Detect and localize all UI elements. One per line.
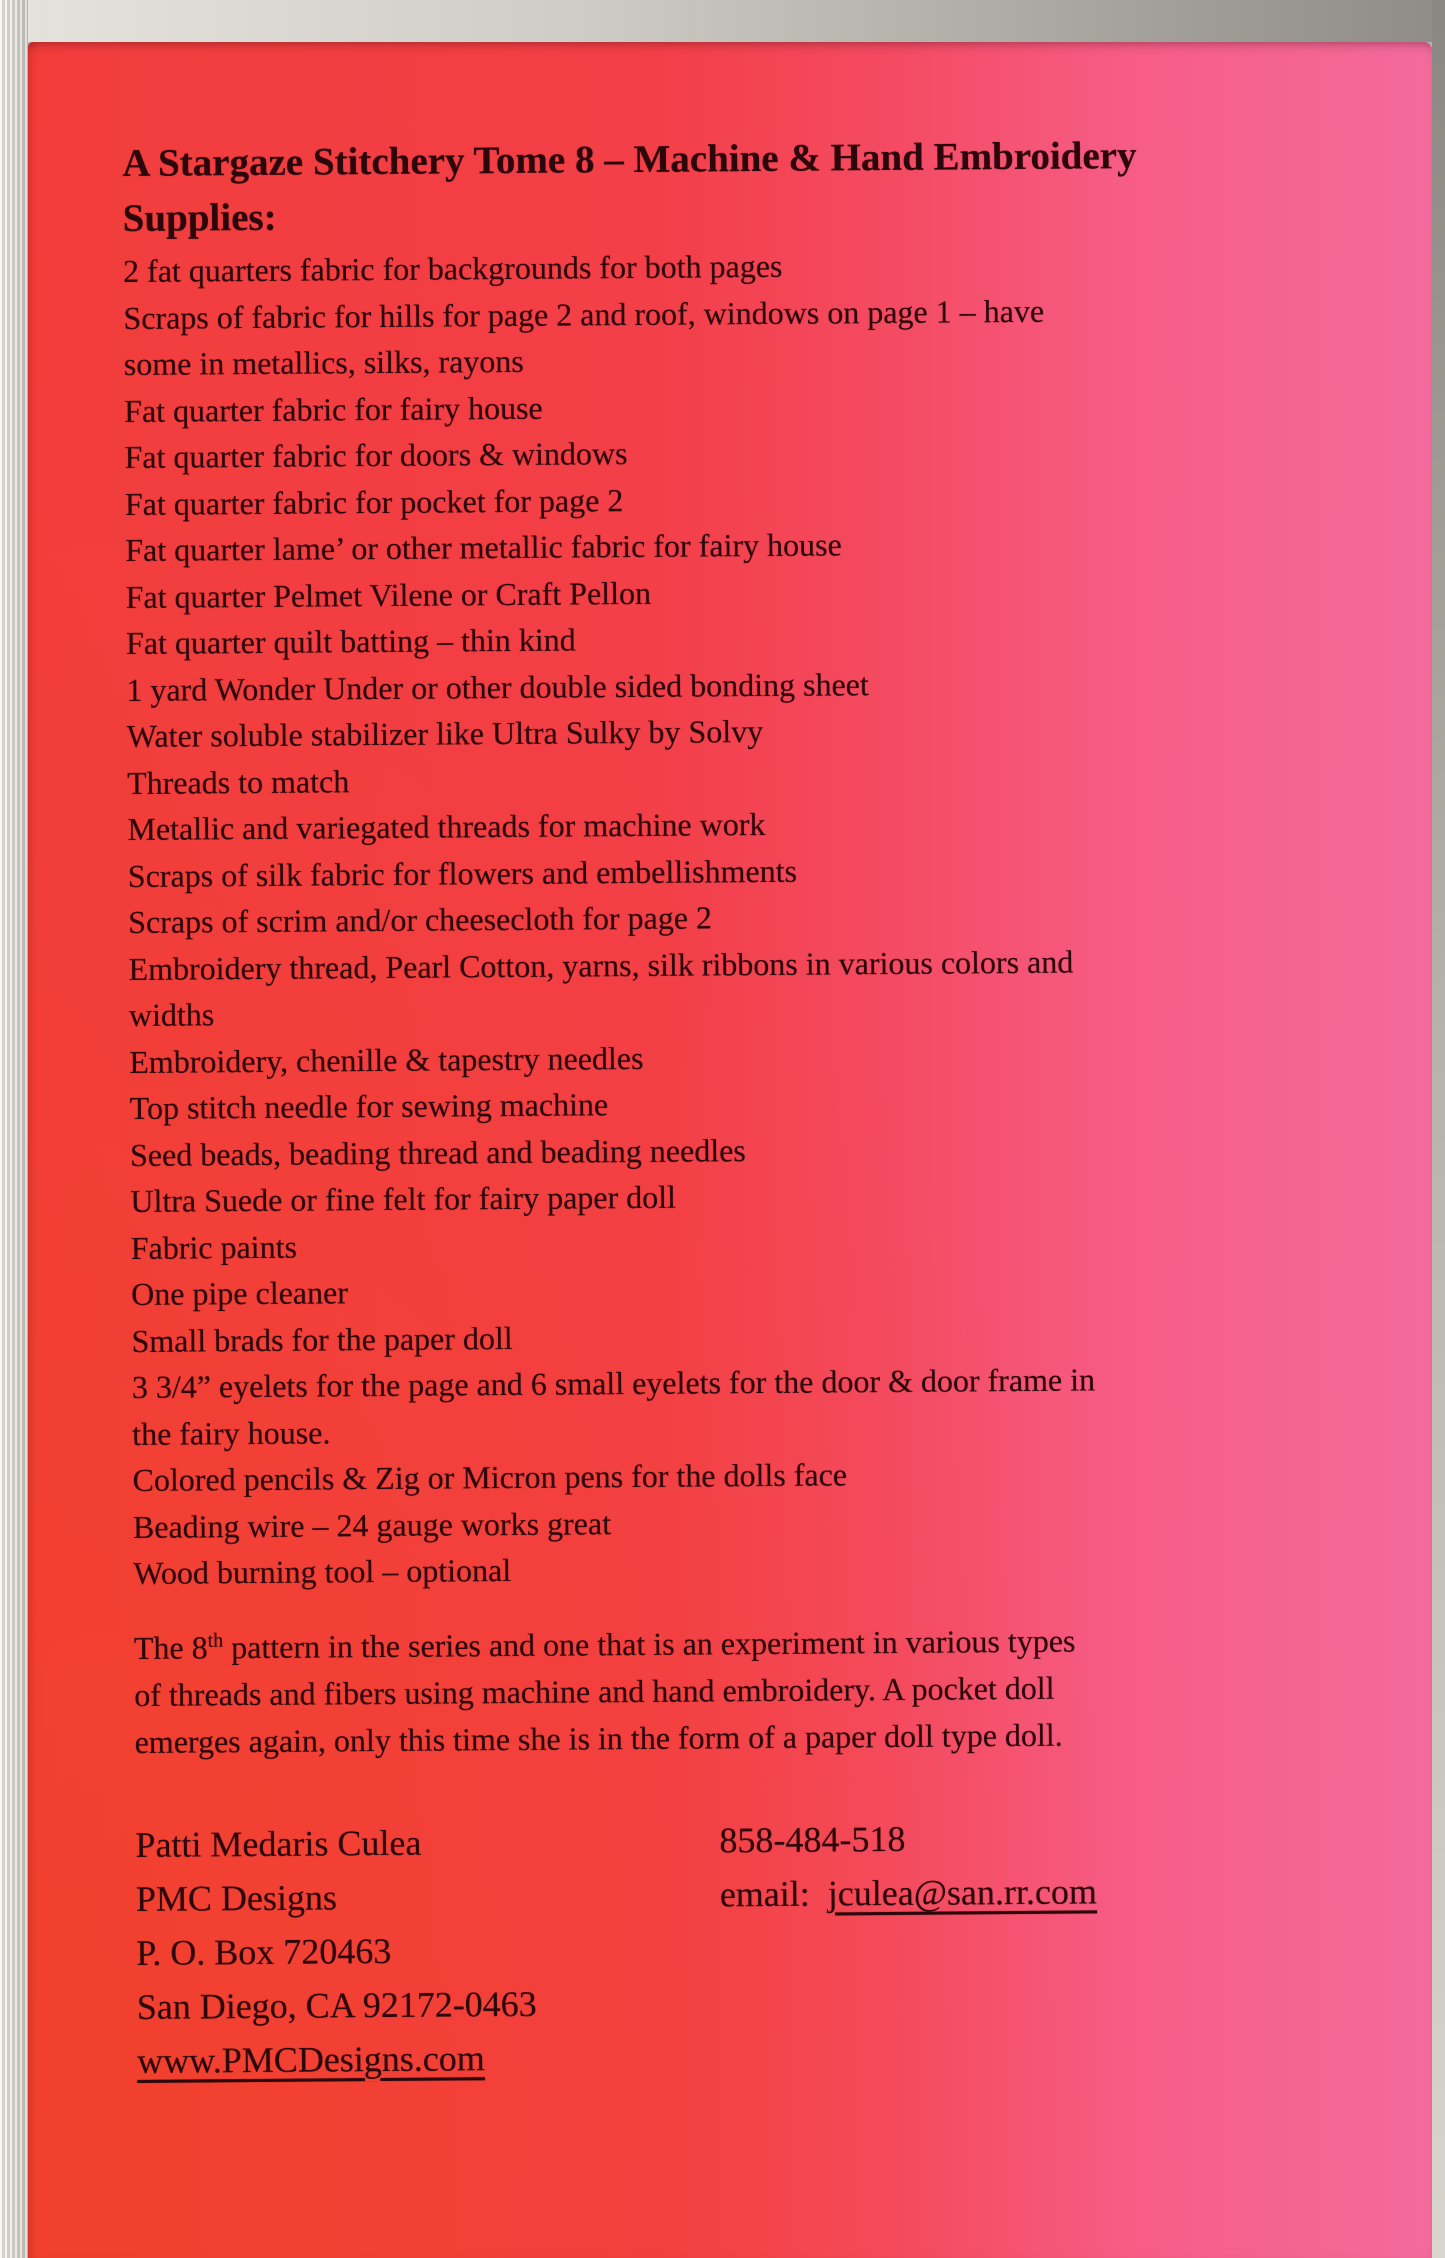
page-content: [122, 122, 1432, 2088]
supply-line: Water soluble stabilizer like Ultra Sulky by Solvy: [126, 712, 764, 754]
photo-backdrop-right: [1432, 0, 1445, 2258]
supply-line: Threads to match: [126, 762, 350, 801]
paragraph-text: The 8: [133, 1628, 208, 1666]
supply-line: Embroidery thread, Pearl Cotton, yarns, silk ribbons in various colors and: [128, 943, 1074, 987]
supply-line: Colored pencils & Zig or Micron pens for the dolls face: [132, 1456, 848, 1498]
supply-line: Beading wire – 24 gauge works great: [132, 1504, 612, 1545]
contact-website: www.PMCDesigns.com: [136, 2037, 485, 2081]
paragraph-text: pattern in the series and one that is an experiment in various types: [223, 1622, 1076, 1665]
supply-line: Embroidery, chenille & tapestry needles: [129, 1039, 644, 1080]
ordinal-superscript: th: [207, 1629, 224, 1652]
contact-name: Patti Medaris Culea: [135, 1822, 422, 1865]
contact-po-box: P. O. Box 720463: [136, 1930, 392, 1973]
description-paragraph: [134, 1614, 1430, 1765]
supply-line: Scraps of scrim and/or cheesecloth for page 2: [128, 899, 713, 940]
supply-line: Fabric paints: [130, 1228, 298, 1266]
supplies-list: [123, 238, 1429, 1597]
email-address: jculea@san.rr.com: [827, 1870, 1098, 1914]
supply-line: Ultra Suede or fine felt for fairy paper doll: [130, 1178, 677, 1219]
contact-block: [135, 1807, 1432, 2087]
supplies-heading: Supplies:: [122, 195, 277, 240]
supply-line: widths: [128, 996, 215, 1033]
email-label: email:: [719, 1873, 810, 1914]
supply-line: Top stitch needle for sewing machine: [129, 1086, 609, 1126]
supply-line: One pipe cleaner: [130, 1274, 349, 1312]
paragraph-line-2: of threads and fibers using machine and hand embroidery. A pocket doll: [134, 1669, 1055, 1713]
supply-line: Seed beads, beading thread and beading needles: [129, 1131, 746, 1173]
supply-line: 1 yard Wonder Under or other double sided bonding sheet: [126, 665, 869, 708]
contact-phone: 858-484-518: [719, 1818, 906, 1860]
supply-line: Scraps of fabric for hills for page 2 and roof, windows on page 1 – have: [123, 292, 1045, 336]
supply-line: Fat quarter fabric for doors & windows: [124, 435, 628, 475]
contact-email-line: [720, 1861, 1431, 1921]
pink-paper-page: [28, 42, 1432, 2258]
supply-line: Metallic and variegated threads for machine work: [127, 805, 766, 847]
supply-line: Fat quarter lame’ or other metallic fabric for fairy house: [125, 526, 842, 568]
supply-line: Fat quarter quilt batting – thin kind: [125, 621, 576, 661]
photo-backdrop-top: [0, 0, 1445, 42]
supply-line: Fat quarter Pelmet Vilene or Craft Pellon: [125, 574, 652, 615]
supply-line: the fairy house.: [132, 1413, 331, 1452]
supply-line: some in metallics, silks, rayons: [123, 342, 524, 382]
document-title: A Stargaze Stitchery Tome 8 – Machine & Hand Embroidery: [122, 134, 1137, 185]
supply-line: Fat quarter fabric for pocket for page 2: [124, 481, 624, 522]
supply-line: Fat quarter fabric for fairy house: [124, 389, 543, 429]
paragraph-line-3: emerges again, only this time she is in the form of a paper doll type doll.: [134, 1716, 1063, 1760]
contact-city-state-zip: San Diego, CA 92172-0463: [136, 1983, 537, 2027]
supply-line: 2 fat quarters fabric for backgrounds for both pages: [122, 247, 783, 289]
contact-company: PMC Designs: [135, 1876, 338, 1919]
supply-line: Scraps of silk fabric for flowers and embellishments: [127, 852, 798, 894]
supply-line: 3 3/4” eyelets for the page and 6 small eyelets for the door & door frame in: [131, 1361, 1096, 1405]
page-edges-left: [0, 0, 28, 2258]
supply-line: Small brads for the paper doll: [131, 1319, 513, 1359]
supply-line: Wood burning tool – optional: [133, 1551, 512, 1591]
